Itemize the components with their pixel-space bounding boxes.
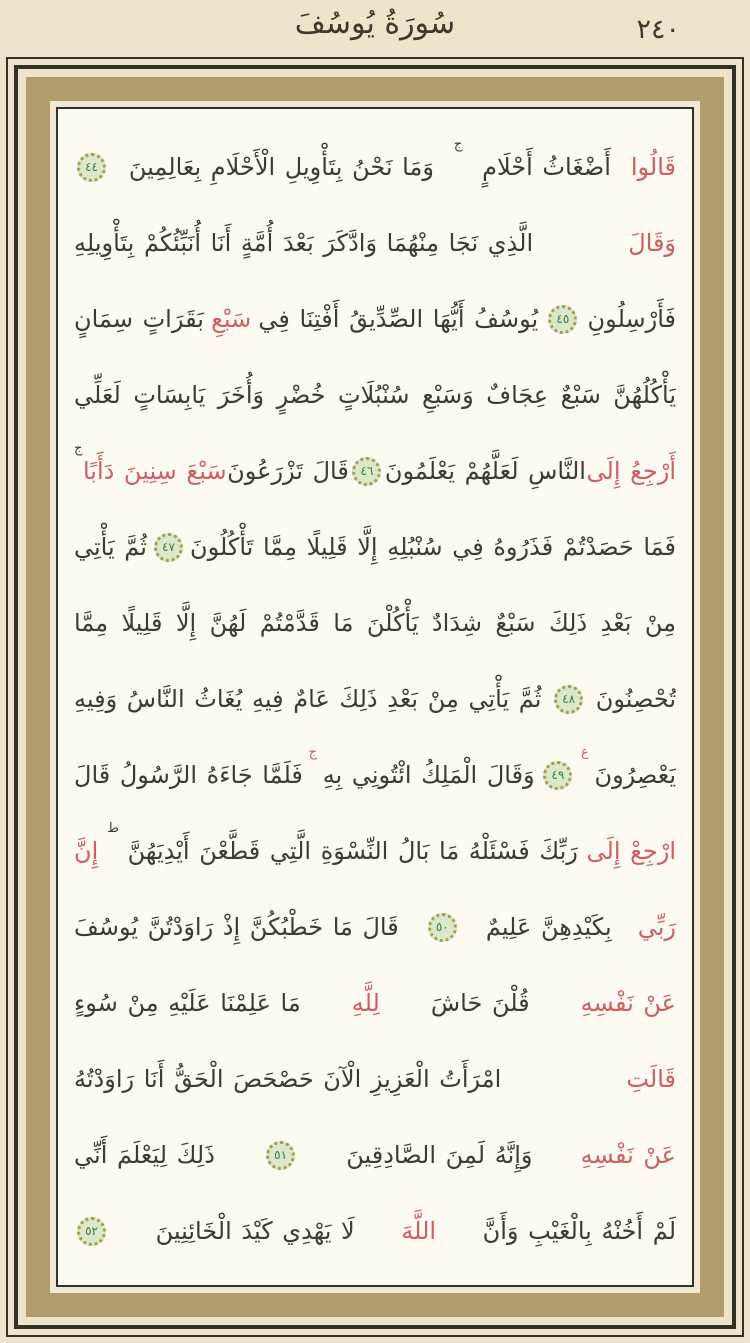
text-lines <box>74 129 676 1277</box>
ayah-text: قَالَتِ <box>626 1065 676 1093</box>
ayah-text: مَا عَلِمْنَا عَلَيْهِ مِنْ سُوءٍ <box>74 989 301 1017</box>
verse-end-marker: ٤٥ <box>548 305 577 334</box>
quran-line <box>74 129 676 205</box>
verse-end-marker: ٤٩ <box>543 761 572 790</box>
ayah-text: وَقَالَ الْمَلِكُ ائْتُونِي بِهِ <box>322 761 535 789</box>
ayah-text: يُوسُفُ أَيُّهَا الصِّدِّيقُ أَفْتِنَا فِي <box>258 305 539 333</box>
page-paper <box>56 107 694 1287</box>
quran-line <box>74 357 676 433</box>
ayah-text: يَعْصِرُونَ <box>594 761 676 789</box>
ayah-text: قَالَ تَزْرَعُونَ <box>227 457 349 485</box>
ayah-text: عَنْ نَفْسِهِ <box>580 989 676 1017</box>
waqf-mark: ج <box>308 745 317 760</box>
quran-line <box>74 889 676 965</box>
ayah-text: أَضْغَاثُ أَحْلَامٍ <box>482 153 611 181</box>
quran-line <box>74 813 676 889</box>
ayah-text: النَّاسِ لَعَلَّهُمْ يَعْلَمُونَ <box>384 457 586 485</box>
verse-end-marker: ٤٤ <box>77 153 106 182</box>
ayah-text: وَمَا نَحْنُ بِتَأْوِيلِ الْأَحْلَامِ بِعَالِمِينَ <box>128 153 434 181</box>
ayah-text: قَالَ مَا خَطْبُكُنَّ إِذْ رَاوَدْتُنَّ يُوسُفَ <box>74 913 399 941</box>
ayah-text: ذَلِكَ لِيَعْلَمَ أَنِّي <box>74 1141 215 1169</box>
ayah-text: لَا يَهْدِي كَيْدَ الْخَائِنِينَ <box>155 1217 355 1245</box>
quran-line <box>74 509 676 585</box>
ayah-text: سَبْعِ <box>211 305 252 333</box>
waqf-mark: ع <box>581 745 589 760</box>
verse-end-marker: ٥٠ <box>428 913 457 942</box>
ayah-text: قُلْنَ حَاشَ <box>430 989 530 1017</box>
ayah-text: رَبِّكَ فَسْئَلْهُ مَا بَالُ النِّسْوَةِ الَّتِي قَطَّعْنَ أَيْدِيَهُنَّ <box>127 837 578 865</box>
verse-end-marker: ٤٦ <box>352 457 381 486</box>
ayah-text: تُحْصِنُونَ <box>595 685 676 713</box>
quran-line <box>74 1041 676 1117</box>
outer-frame <box>6 57 744 1337</box>
quran-line <box>74 205 676 281</box>
ayah-text: إِنَّ <box>74 837 99 865</box>
waqf-mark: ج <box>453 137 463 152</box>
quran-line <box>74 585 676 661</box>
verse-end-marker: ٥٢ <box>77 1217 106 1246</box>
quran-line <box>74 1117 676 1193</box>
quran-line <box>74 433 676 509</box>
verse-end-marker: ٥١ <box>266 1141 295 1170</box>
quran-line <box>74 1193 676 1269</box>
ayah-text: مِنْ بَعْدِ ذَلِكَ سَبْعٌ شِدَادٌ يَأْكُلْنَ مَا قَدَّمْتُمْ لَهُنَّ إِلَّا قَلِيلًا مِمَّا <box>74 609 676 637</box>
ayah-text: لَمْ أَخُنْهُ بِالْغَيْبِ وَأَنَّ <box>482 1217 676 1245</box>
verse-end-marker: ٤٨ <box>554 685 583 714</box>
inner-frame <box>14 65 736 1329</box>
ayah-text: وَإِنَّهُ لَمِنَ الصَّادِقِينَ <box>346 1141 533 1169</box>
ayah-text: الَّذِي نَجَا مِنْهُمَا وَادَّكَرَ بَعْدَ أُمَّةٍ أَنَا أُنَبِّئُكُمْ بِتَأْوِيلِهِ <box>74 229 534 257</box>
ayah-text: فَمَا حَصَدْتُمْ فَذَرُوهُ فِي سُنْبُلِهِ إِلَّا قَلِيلًا مِمَّا تَأْكُلُونَ <box>189 533 676 561</box>
ayah-text: وَقَالَ <box>628 229 676 257</box>
ayah-text: اللَّهَ <box>401 1217 437 1245</box>
ayah-text: فَلَمَّا جَاءَهُ الرَّسُولُ قَالَ <box>74 761 303 789</box>
ayah-text: قَالُوا <box>630 153 676 181</box>
quran-line <box>74 661 676 737</box>
waqf-mark: ج <box>74 441 83 456</box>
ayah-text: ارْجِعْ إِلَى <box>586 837 676 865</box>
waqf-mark: ط <box>106 821 119 836</box>
ayah-text: فَأَرْسِلُونِ <box>587 305 676 333</box>
quran-line <box>74 281 676 357</box>
verse-end-marker: ٤٧ <box>154 533 183 562</box>
ayah-text: لِلَّهِ <box>351 989 380 1017</box>
ayah-text: امْرَأَتُ الْعَزِيزِ الْآنَ حَصْحَصَ الْحَقُّ أَنَا رَاوَدْتُهُ <box>74 1065 502 1093</box>
ayah-text: ثُمَّ يَأْتِي مِنْ بَعْدِ ذَلِكَ عَامٌ فِيهِ يُغَاثُ النَّاسُ وَفِيهِ <box>74 685 542 713</box>
ayah-text: يَأْكُلُهُنَّ سَبْعٌ عِجَافٌ وَسَبْعِ سُنْبُلَاتٍ خُضْرٍ وَأُخَرَ يَابِسَاتٍ لَعَلِّي <box>74 381 676 409</box>
ayah-text: رَبِّي <box>637 913 676 941</box>
quran-line <box>74 965 676 1041</box>
ayah-text: بَقَرَاتٍ سِمَانٍ <box>74 305 204 333</box>
ayah-text: ثُمَّ يَأْتِي <box>74 533 147 561</box>
ayah-text: أَرْجِعُ إِلَى <box>586 457 676 485</box>
quran-line <box>74 737 676 813</box>
ayah-text: بِكَيْدِهِنَّ عَلِيمٌ <box>485 913 612 941</box>
page-number: ٢٤٠ <box>636 14 680 45</box>
tan-border-band <box>26 77 724 1317</box>
ayah-text: سَبْعَ سِنِينَ دَأَبًا <box>82 457 227 485</box>
surah-title: سُورَةُ يُوسُفَ <box>294 6 456 41</box>
ayah-text: عَنْ نَفْسِهِ <box>580 1141 676 1169</box>
